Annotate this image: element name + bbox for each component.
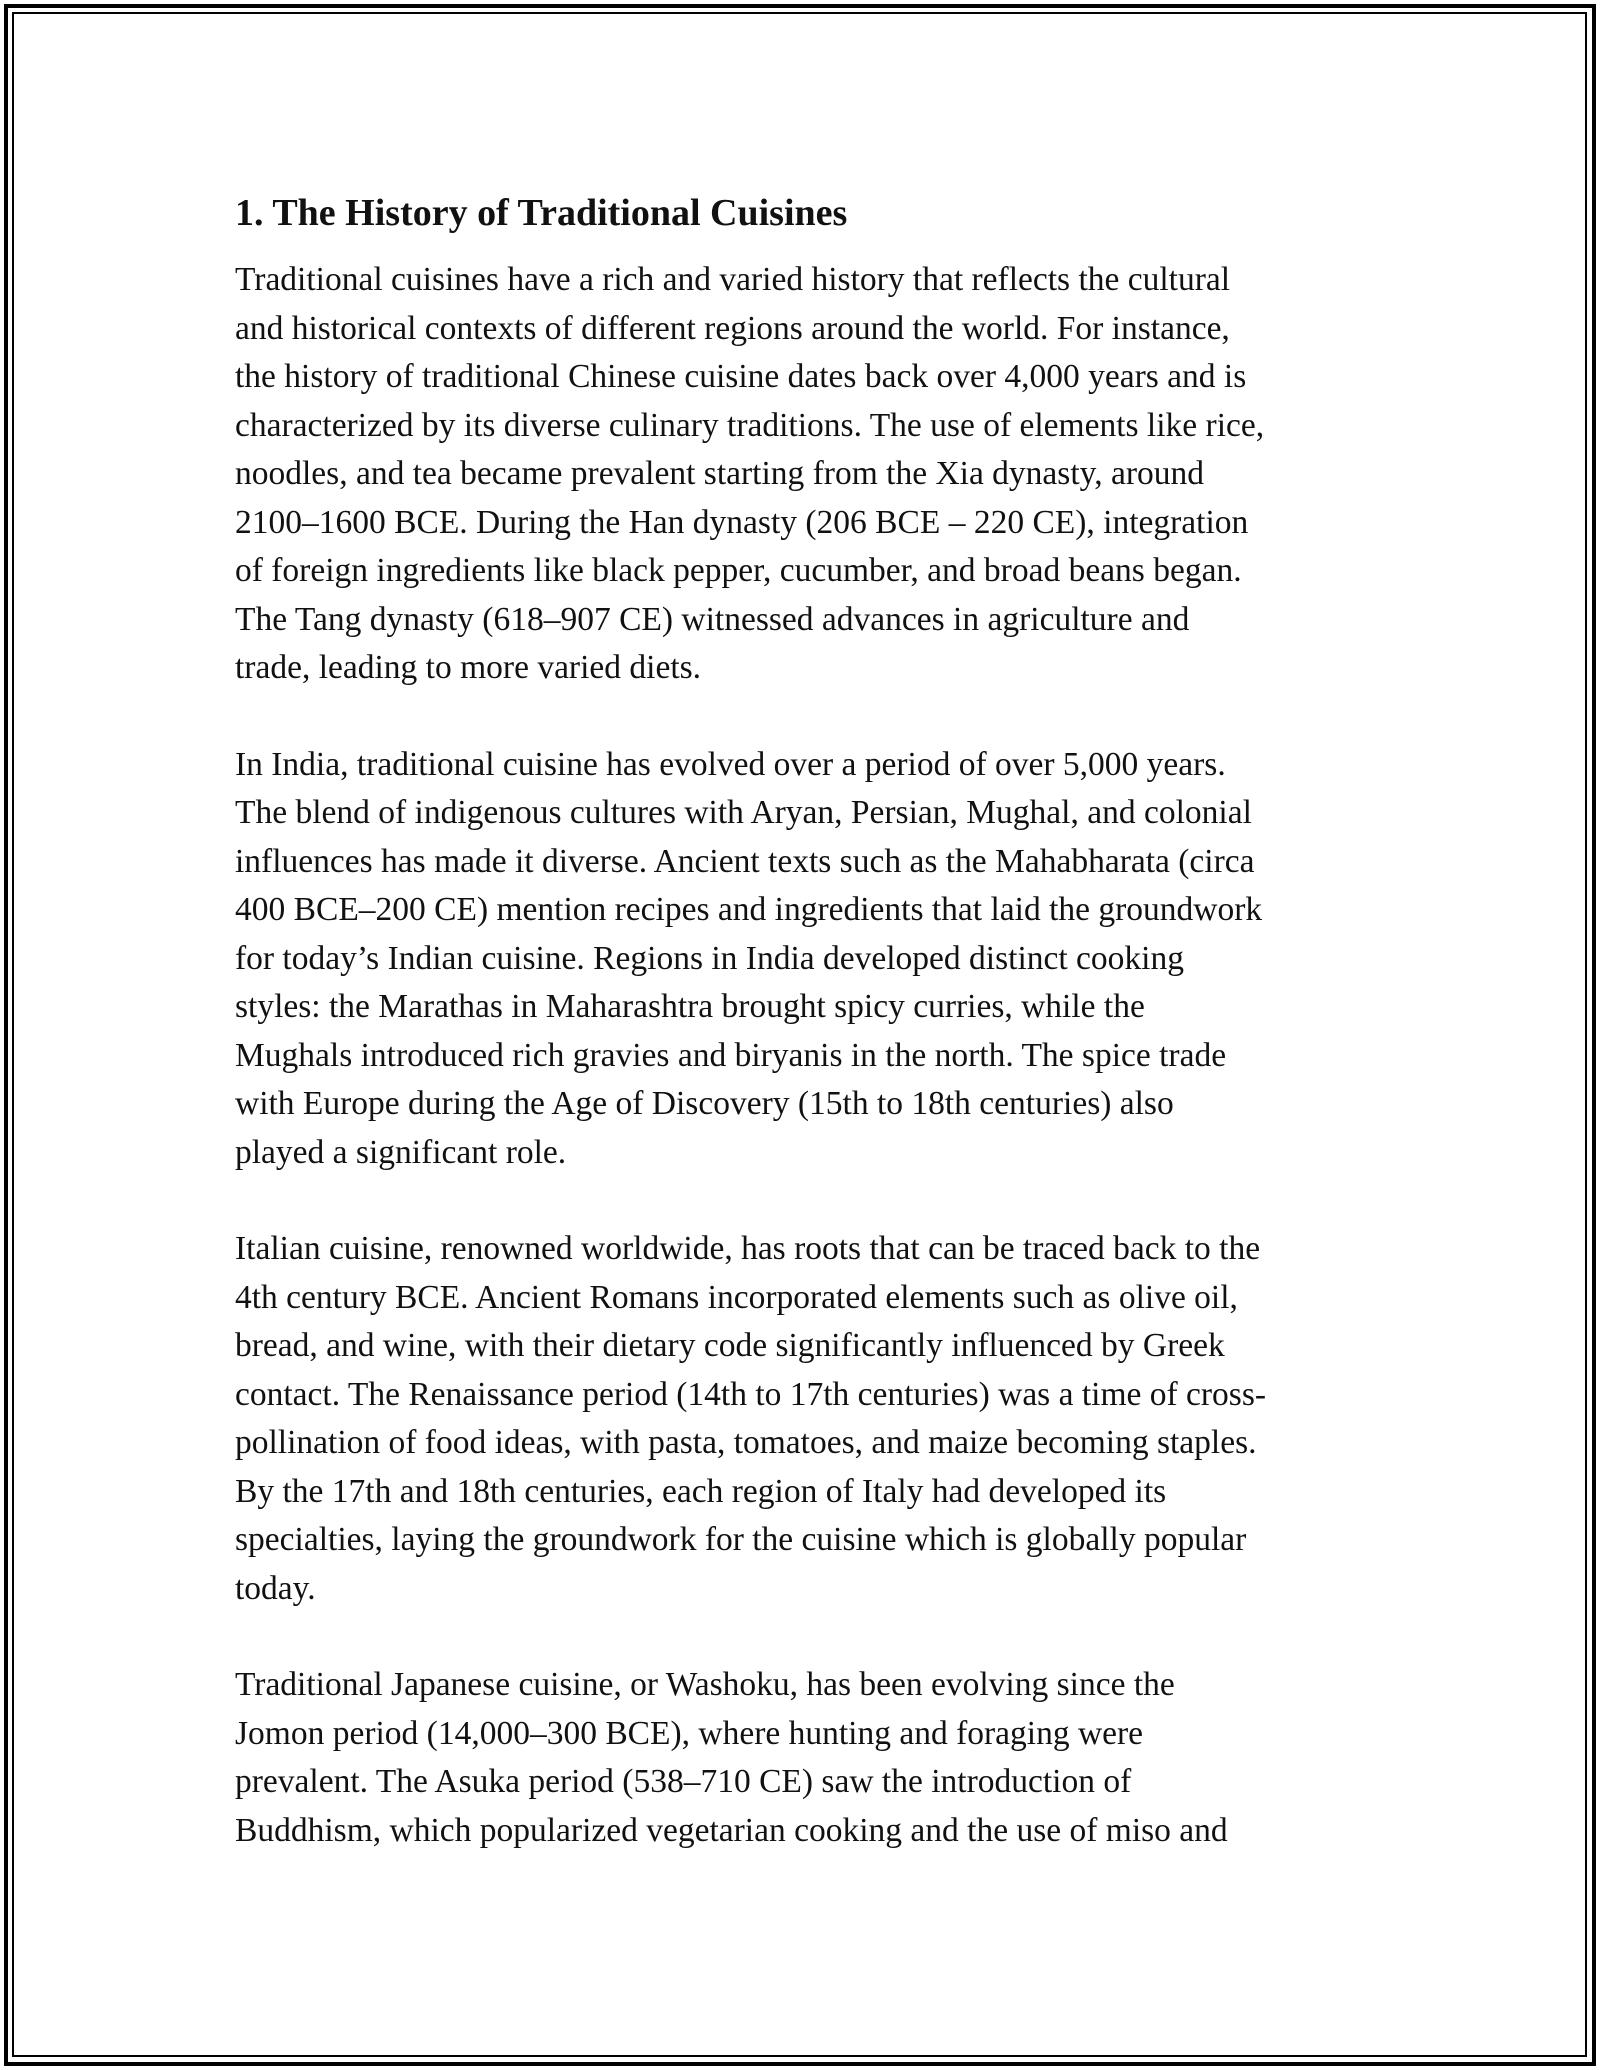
paragraph-line: contact. The Renaissance period (14th to 17th centuries) was a time of cross- (235, 1375, 1267, 1413)
paragraph-line: Italian cuisine, renowned worldwide, has roots that can be traced back to the (235, 1230, 1261, 1267)
paragraph (235, 741, 1370, 1178)
paragraph-line: By the 17th and 18th centuries, each region of Italy had developed its (235, 1472, 1167, 1510)
paragraph-line: Jomon period (14,000–300 BCE), where hunting and foraging were (235, 1714, 1144, 1752)
document-body (235, 186, 1370, 1903)
paragraph (235, 1661, 1370, 1855)
paragraph-line: bread, and wine, with their dietary code significantly influenced by Greek (235, 1327, 1225, 1364)
paragraph-line: The blend of indigenous cultures with Aryan, Persian, Mughal, and colonial (235, 794, 1252, 831)
paragraph-line: Traditional cuisines have a rich and varied history that reflects the cultural (235, 261, 1231, 298)
paragraph-line: 4th century BCE. Ancient Romans incorporated elements such as olive oil, (235, 1278, 1238, 1316)
paragraph-line: influences has made it diverse. Ancient texts such as the Mahabharata (circa (235, 842, 1255, 880)
paragraph-line: specialties, laying the groundwork for the cuisine which is globally popular (235, 1521, 1247, 1558)
paragraph-line: pollination of food ideas, with pasta, tomatoes, and maize becoming staples. (235, 1424, 1257, 1461)
paragraph (235, 256, 1370, 693)
paragraph-line: the history of traditional Chinese cuisine dates back over 4,000 years and is (235, 358, 1247, 395)
paragraph-line: for today’s Indian cuisine. Regions in India developed distinct cooking (235, 939, 1184, 977)
paragraph-line: characterized by its diverse culinary traditions. The use of elements like rice, (235, 406, 1265, 444)
paragraph-line: styles: the Marathas in Maharashtra brought spicy curries, while the (235, 988, 1145, 1025)
paragraph-line: trade, leading to more varied diets. (235, 649, 702, 686)
paragraph-line: noodles, and tea became prevalent starting from the Xia dynasty, around (235, 455, 1204, 492)
paragraph (235, 1225, 1370, 1613)
paragraph-line: and historical contexts of different regions around the world. For instance, (235, 309, 1230, 347)
paragraph-line: today. (235, 1569, 316, 1607)
paragraph-line: 2100–1600 BCE. During the Han dynasty (206 BCE – 220 CE), integration (235, 503, 1249, 541)
paragraph-line: The Tang dynasty (618–907 CE) witnessed advances in agriculture and (235, 600, 1190, 638)
paragraph-line: played a significant role. (235, 1133, 567, 1171)
section-heading: 1. The History of Traditional Cuisines (235, 192, 848, 234)
paragraph-line: Traditional Japanese cuisine, or Washoku, has been evolving since the (235, 1666, 1175, 1703)
paragraph-line: with Europe during the Age of Discovery (15th to 18th centuries) also (235, 1085, 1174, 1122)
paragraph-line: Buddhism, which popularized vegetarian cooking and the use of miso and (235, 1811, 1228, 1849)
paragraph-container (235, 256, 1370, 1855)
paragraph-line: In India, traditional cuisine has evolved over a period of over 5,000 years. (235, 745, 1226, 783)
paragraph-line: of foreign ingredients like black pepper, cucumber, and broad beans began. (235, 552, 1242, 589)
paragraph-line: prevalent. The Asuka period (538–710 CE) saw the introduction of (235, 1763, 1132, 1800)
paragraph-line: 400 BCE–200 CE) mention recipes and ingredients that laid the groundwork (235, 891, 1263, 928)
paragraph-line: Mughals introduced rich gravies and biryanis in the north. The spice trade (235, 1036, 1227, 1074)
